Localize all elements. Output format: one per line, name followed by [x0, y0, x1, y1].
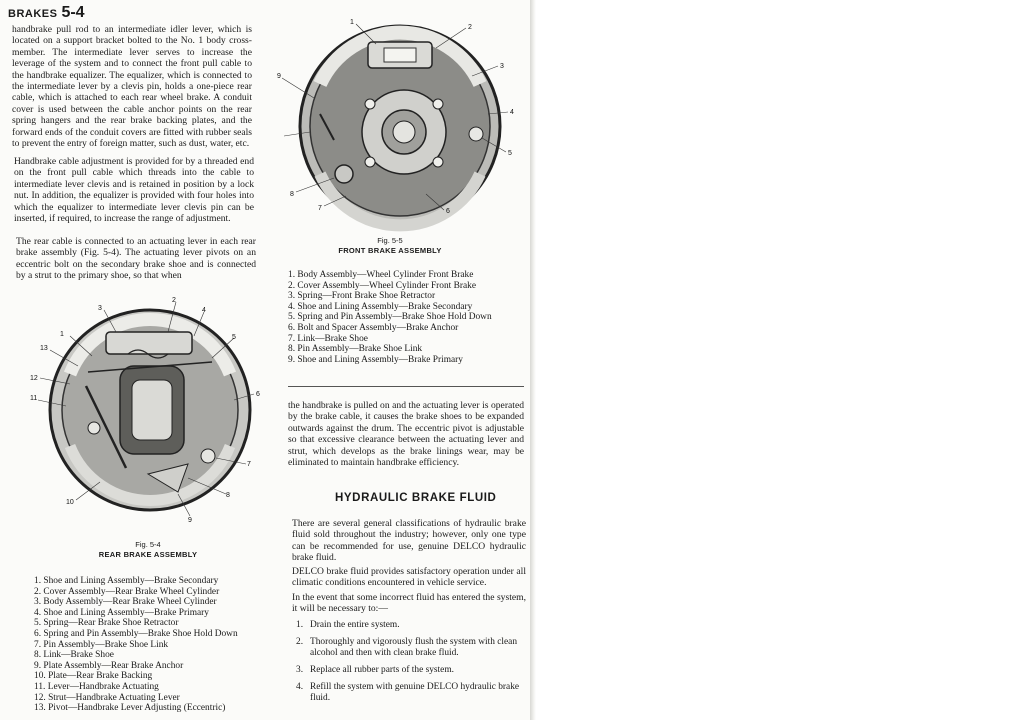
rear-callout-8: 8 — [226, 492, 230, 499]
rear-callout-5: 5 — [232, 334, 236, 341]
front-callout-6: 6 — [446, 208, 450, 215]
fluid-paragraph-3: In the event that some incorrect fluid has entered the system, it will be necessary to:— — [292, 592, 526, 615]
front-legend-item: 2. Cover Assembly—Wheel Cylinder Front Brake — [288, 280, 476, 291]
front-callout-3: 3 — [500, 63, 504, 70]
list-item: 2. Thoroughly and vigorously flush the system with clean alcohol and then with clean brake fluid. — [296, 637, 518, 658]
body-paragraph-3: The rear cable is connected to an actuating lever in each rear brake assembly (Fig. 5-4). The actuating lever pivots on an eccentric bolt on the secondary brake shoe and is connected by a strut to the primary shoe, so that when — [16, 236, 256, 282]
front-legend-item: 6. Bolt and Spacer Assembly—Brake Anchor — [288, 322, 459, 333]
rear-callout-12: 12 — [30, 375, 38, 382]
rear-legend-item: 6. Spring and Pin Assembly—Brake Shoe Hold Down — [34, 628, 238, 639]
rear-figure-title: REAR BRAKE ASSEMBLY — [98, 550, 198, 559]
rear-legend-item: 7. Pin Assembly—Brake Shoe Link — [34, 639, 169, 650]
rear-legend-item: 10. Plate—Rear Brake Backing — [34, 671, 153, 682]
front-callout-2: 2 — [468, 24, 472, 31]
front-legend-item: 3. Spring—Front Brake Shoe Retractor — [288, 291, 436, 302]
front-legend-item: 8. Pin Assembly—Brake Shoe Link — [288, 344, 423, 355]
front-callout-4: 4 — [510, 109, 514, 116]
rear-figure-caption — [88, 540, 208, 560]
page-number: 5-4 — [61, 4, 85, 21]
front-legend-item: 4. Shoe and Lining Assembly—Brake Secondary — [288, 301, 473, 312]
rear-callout-1: 1 — [60, 331, 64, 338]
rear-legend-item: 3. Body Assembly—Rear Brake Wheel Cylinder — [34, 597, 217, 608]
rear-legend-item: 8. Link—Brake Shoe — [34, 650, 114, 661]
front-legend-item: 5. Spring and Pin Assembly—Brake Shoe Hold Down — [288, 312, 492, 323]
rear-brake-illustration — [28, 296, 264, 532]
rear-callout-11: 11 — [30, 395, 38, 402]
rear-figure-label: Fig. 5-4 — [135, 540, 161, 549]
section-heading-hydraulic-fluid: HYDRAULIC BRAKE FLUID — [335, 492, 497, 504]
rear-legend-item: 1. Shoe and Lining Assembly—Brake Secondary — [34, 576, 219, 586]
list-item: 1. Drain the entire system. — [296, 620, 400, 630]
front-figure-caption — [330, 236, 450, 256]
rear-legend-item: 13. Pivot—Handbrake Lever Adjusting (Eccentric) — [34, 703, 226, 714]
rear-callout-9: 9 — [188, 517, 192, 524]
section-divider — [288, 386, 524, 387]
front-legend — [288, 270, 492, 365]
rear-callout-13: 13 — [40, 345, 48, 352]
body-paragraph-4: the handbrake is pulled on and the actuating lever is operated by the brake cable, it causes the brake shoes to be expanded outwards against the drum. The eccentric pivot is adjustable so that excessive clearance between the actuating lever and strut, which develops as the brake linings wear, may be eliminated to maintain handbrake efficiency. — [288, 400, 524, 469]
fluid-paragraph-1: There are several general classifications of hydraulic brake fluid sold throughout the industry; however, only one type can be recommended for use, genuine DELCO hydraulic brake fluid. — [292, 518, 526, 564]
front-figure-label: Fig. 5-5 — [377, 236, 403, 245]
front-callout-5: 5 — [508, 150, 512, 157]
rear-callout-3: 3 — [98, 305, 102, 312]
rear-legend-item: 12. Strut—Handbrake Actuating Lever — [34, 692, 180, 703]
rear-legend-item: 11. Lever—Handbrake Actuating — [34, 681, 159, 692]
rear-callout-10: 10 — [66, 499, 74, 506]
fluid-paragraph-2: DELCO brake fluid provides satisfactory operation under all climatic conditions encountered in vehicle service. — [292, 566, 526, 589]
rear-legend-item: 5. Spring—Rear Brake Shoe Retractor — [34, 618, 179, 629]
rear-legend-item: 4. Shoe and Lining Assembly—Brake Primary — [34, 607, 209, 618]
rear-callout-7: 7 — [247, 461, 251, 468]
rear-legend-item: 2. Cover Assembly—Rear Brake Wheel Cylinder — [34, 586, 220, 597]
front-callout-8: 8 — [290, 191, 294, 198]
rear-callout-6: 6 — [256, 391, 260, 398]
list-item: 4. Refill the system with genuine DELCO hydraulic brake fluid. — [296, 682, 520, 703]
rear-callout-2: 2 — [172, 297, 176, 304]
rear-callout-4: 4 — [202, 307, 206, 314]
fluid-steps-list — [296, 620, 526, 710]
front-callout-9: 9 — [277, 73, 281, 80]
front-legend-item: 9. Shoe and Lining Assembly—Brake Primary — [288, 354, 463, 365]
page-edge — [530, 0, 536, 720]
front-figure-title: FRONT BRAKE ASSEMBLY — [338, 246, 442, 255]
rear-legend — [34, 576, 238, 714]
list-item: 3. Replace all rubber parts of the system. — [296, 665, 454, 675]
front-legend-item: 1. Body Assembly—Wheel Cylinder Front Brake — [288, 270, 474, 280]
body-paragraph-1: handbrake pull rod to an intermediate idler lever, which is located on a support bracket bolted to the No. 1 body cross-member. The intermediate lever serves to increase the leverage of the system and to connect the front pull cable to the handbrake equalizer. The equalizer, which is connected to the intermediate lever by a clevis pin, holds a one-piece rear cable, which is attached to each rear wheel brake. A conduit cover is used between the cable anchor points on the rear spring hangers and the rear brake backing plates, and the forward ends of the conduit covers are fitted with rubber seals to prevent the entry of foreign matter, such as dust, water, etc. — [12, 24, 252, 150]
rear-legend-item: 9. Plate Assembly—Rear Brake Anchor — [34, 660, 184, 671]
section-title: BRAKES — [8, 8, 58, 20]
front-brake-illustration — [276, 14, 524, 234]
page-header — [8, 4, 85, 22]
front-legend-item: 7. Link—Brake Shoe — [288, 333, 368, 344]
body-paragraph-2: Handbrake cable adjustment is provided for by a threaded end on the front pull cable which threads into the cable to intermediate lever clevis and is retained in position by a lock nut. In addition, the equalizer is provided with four holes into which the equalizer to intermediate lever clevis pin can be inserted, if required, to increase the range of adjustment. — [14, 156, 254, 225]
front-callout-7: 7 — [318, 205, 322, 212]
front-callout-1: 1 — [350, 19, 354, 26]
